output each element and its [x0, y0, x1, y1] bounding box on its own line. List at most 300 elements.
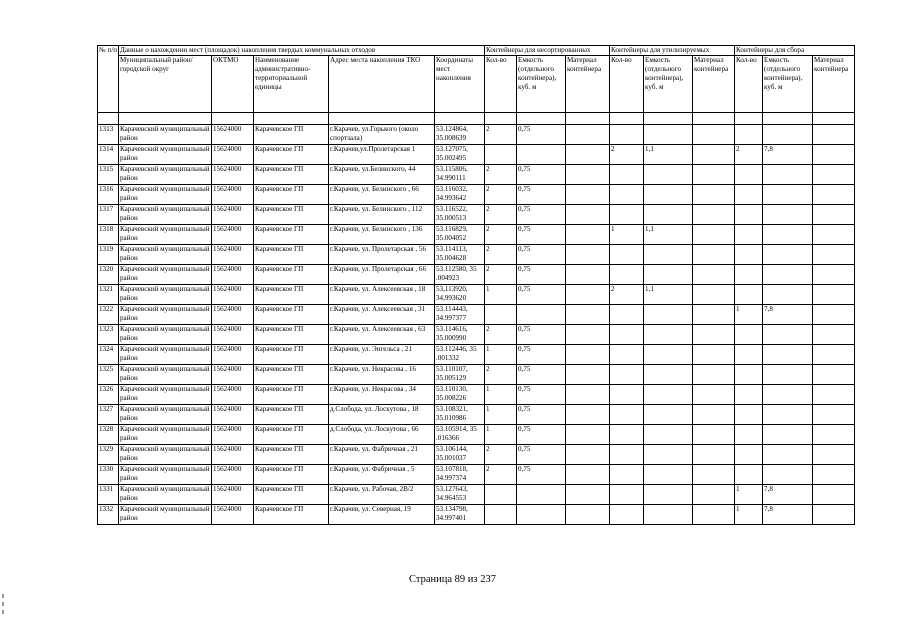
row-recycle-count [610, 425, 644, 445]
header-row-columns [98, 56, 855, 113]
row-recycle-capacity: 1,1 [644, 285, 693, 305]
row-bulky-count [735, 205, 763, 225]
row-bulky-capacity: 7,8 [763, 505, 813, 525]
waste-sites-table [97, 45, 855, 525]
row-bulky-material [813, 445, 855, 465]
row-unsorted-count: 2 [485, 365, 517, 385]
row-unsorted-material [566, 285, 610, 305]
header-data-group: Данные о нахождении мест (площадок) накопления твердых коммунальных отходов [119, 46, 485, 56]
row-bulky-count [735, 165, 763, 185]
row-bulky-capacity: 7,8 [763, 485, 813, 505]
row-address: д.Слобода, ул. Лоскутова , 66 [329, 425, 435, 445]
row-recycle-material [693, 485, 735, 505]
row-unsorted-material [566, 345, 610, 365]
row-bulky-material [813, 505, 855, 525]
row-bulky-capacity [763, 345, 813, 365]
row-unsorted-capacity [517, 305, 566, 325]
row-number: 1318 [98, 225, 119, 245]
row-unsorted-material [566, 225, 610, 245]
row-municipality: Карачевский муниципальный район [119, 345, 212, 365]
row-bulky-material [813, 165, 855, 185]
row-address: г.Карачев, ул. Алексеевская , 31 [329, 305, 435, 325]
row-recycle-count [610, 325, 644, 345]
row-recycle-material [693, 305, 735, 325]
row-municipality: Карачевский муниципальный район [119, 285, 212, 305]
header-unsorted-capacity: Емкость (отдельного контейнера), куб. м [517, 56, 566, 113]
row-recycle-count [610, 385, 644, 405]
row-recycle-material [693, 245, 735, 265]
row-bulky-count [735, 265, 763, 285]
row-oktmo: 15624000 [212, 125, 254, 145]
row-coordinates: 53.116829, 35.004052 [435, 225, 485, 245]
row-unsorted-count: 2 [485, 225, 517, 245]
row-admin-unit: Карачевское ГП [254, 205, 329, 225]
row-unsorted-material [566, 245, 610, 265]
header-group-unsorted: Контейнеры для несортированных [485, 46, 610, 56]
row-oktmo: 15624000 [212, 425, 254, 445]
row-recycle-capacity [644, 505, 693, 525]
row-unsorted-count [485, 485, 517, 505]
row-unsorted-material [566, 125, 610, 145]
row-admin-unit: Карачевское ГП [254, 265, 329, 285]
row-address: г.Карачев, ул. Белинского , 112 [329, 205, 435, 225]
row-admin-unit: Карачевское ГП [254, 245, 329, 265]
row-recycle-capacity [644, 445, 693, 465]
row-recycle-material [693, 425, 735, 445]
row-unsorted-count: 2 [485, 205, 517, 225]
row-bulky-capacity [763, 325, 813, 345]
row-recycle-count: 1 [610, 225, 644, 245]
row-bulky-capacity [763, 405, 813, 425]
row-oktmo: 15624000 [212, 465, 254, 485]
row-recycle-capacity: 1,1 [644, 225, 693, 245]
row-recycle-capacity [644, 185, 693, 205]
row-coordinates: 53.114113, 35.004628 [435, 245, 485, 265]
header-group-recycle: Контейнеры для утилизируемых [610, 46, 735, 56]
header-address: Адрес места накопления ТКО [329, 56, 435, 113]
row-address: г.Карачев, ул. Энгельса , 21 [329, 345, 435, 365]
row-bulky-material [813, 465, 855, 485]
table-row [98, 225, 855, 245]
row-municipality: Карачевский муниципальный район [119, 245, 212, 265]
table-row [98, 505, 855, 525]
row-recycle-capacity [644, 405, 693, 425]
row-municipality: Карачевский муниципальный район [119, 305, 212, 325]
row-recycle-capacity [644, 385, 693, 405]
row-address: г.Карачев, ул. Алексеевская , 18 [329, 285, 435, 305]
row-bulky-material [813, 285, 855, 305]
row-bulky-count [735, 445, 763, 465]
row-bulky-capacity [763, 445, 813, 465]
row-recycle-capacity [644, 305, 693, 325]
row-recycle-material [693, 365, 735, 385]
row-recycle-material [693, 345, 735, 365]
row-unsorted-material [566, 205, 610, 225]
header-recycle-count: Кол-во [610, 56, 644, 113]
row-unsorted-capacity: 0,75 [517, 325, 566, 345]
row-bulky-capacity [763, 225, 813, 245]
row-municipality: Карачевский муниципальный район [119, 185, 212, 205]
row-municipality: Карачевский муниципальный район [119, 365, 212, 385]
row-bulky-count: 1 [735, 485, 763, 505]
table-row [98, 385, 855, 405]
table-row [98, 285, 855, 305]
row-unsorted-capacity: 0,75 [517, 445, 566, 465]
row-coordinates: 53.108321, 35.010986 [435, 405, 485, 425]
row-number: 1324 [98, 345, 119, 365]
row-recycle-capacity [644, 485, 693, 505]
row-municipality: Карачевский муниципальный район [119, 445, 212, 465]
row-coordinates: 53.110107, 35.005129 [435, 365, 485, 385]
row-oktmo: 15624000 [212, 225, 254, 245]
table-row [98, 305, 855, 325]
row-oktmo: 15624000 [212, 445, 254, 465]
row-address: г.Карачев, ул. Некрасова , 34 [329, 385, 435, 405]
row-unsorted-capacity: 0,75 [517, 245, 566, 265]
row-municipality: Карачевский муниципальный район [119, 505, 212, 525]
row-bulky-material [813, 305, 855, 325]
row-recycle-count [610, 505, 644, 525]
table-body [98, 113, 855, 525]
row-coordinates: 53.106144, 35.001037 [435, 445, 485, 465]
row-unsorted-count: 1 [485, 425, 517, 445]
row-bulky-material [813, 145, 855, 165]
row-recycle-capacity [644, 425, 693, 445]
row-oktmo: 15624000 [212, 385, 254, 405]
row-bulky-material [813, 405, 855, 425]
row-bulky-count [735, 405, 763, 425]
row-admin-unit: Карачевское ГП [254, 185, 329, 205]
row-oktmo: 15624000 [212, 305, 254, 325]
row-recycle-material [693, 405, 735, 425]
row-unsorted-capacity: 0,75 [517, 265, 566, 285]
row-oktmo: 15624000 [212, 405, 254, 425]
row-recycle-capacity [644, 365, 693, 385]
row-unsorted-count [485, 145, 517, 165]
row-unsorted-capacity: 0,75 [517, 425, 566, 445]
row-admin-unit: Карачевское ГП [254, 345, 329, 365]
row-bulky-material [813, 425, 855, 445]
row-recycle-capacity [644, 345, 693, 365]
row-address: г.Карачев,ул.Пролетарская 1 [329, 145, 435, 165]
row-unsorted-material [566, 365, 610, 385]
row-unsorted-capacity: 0,75 [517, 365, 566, 385]
row-recycle-capacity [644, 125, 693, 145]
margin-mark [2, 602, 4, 606]
row-recycle-count [610, 365, 644, 385]
row-address: г.Карачев, ул.Горького (около спортзала) [329, 125, 435, 145]
header-coords: Координаты мест накопления [435, 56, 485, 113]
row-recycle-material [693, 445, 735, 465]
row-municipality: Карачевский муниципальный район [119, 225, 212, 245]
row-unsorted-count: 2 [485, 465, 517, 485]
row-oktmo: 15624000 [212, 505, 254, 525]
row-bulky-capacity [763, 365, 813, 385]
row-number: 1322 [98, 305, 119, 325]
row-coordinates: 53.112446, 35 .001332 [435, 345, 485, 365]
header-municipality: Муниципальный район/городской округ [119, 56, 212, 113]
row-oktmo: 15624000 [212, 285, 254, 305]
row-bulky-material [813, 365, 855, 385]
margin-mark [2, 594, 4, 598]
row-bulky-material [813, 185, 855, 205]
row-municipality: Карачевский муниципальный район [119, 385, 212, 405]
row-recycle-count [610, 265, 644, 285]
row-bulky-capacity [763, 425, 813, 445]
row-unsorted-count [485, 305, 517, 325]
row-coordinates: 53.107818, 34.997374 [435, 465, 485, 485]
row-address: г.Карачев, ул. Пролетарская , 66 [329, 265, 435, 285]
row-admin-unit: Карачевское ГП [254, 485, 329, 505]
row-recycle-capacity [644, 245, 693, 265]
row-recycle-material [693, 505, 735, 525]
row-bulky-count [735, 285, 763, 305]
table-row [98, 345, 855, 365]
row-number: 1326 [98, 385, 119, 405]
row-number: 1325 [98, 365, 119, 385]
row-bulky-count [735, 225, 763, 245]
row-recycle-material [693, 285, 735, 305]
row-admin-unit: Карачевское ГП [254, 365, 329, 385]
row-recycle-count [610, 345, 644, 365]
row-coordinates: 53.127643, 34.964553 [435, 485, 485, 505]
row-bulky-count [735, 385, 763, 405]
row-recycle-count [610, 305, 644, 325]
row-recycle-capacity [644, 165, 693, 185]
row-recycle-count: 2 [610, 145, 644, 165]
row-bulky-material [813, 265, 855, 285]
row-unsorted-capacity: 0,75 [517, 285, 566, 305]
row-address: г.Карачев, ул. Белинского , 66 [329, 185, 435, 205]
row-unsorted-capacity: 0,75 [517, 205, 566, 225]
row-unsorted-count [485, 505, 517, 525]
header-unsorted-count: Кол-во [485, 56, 517, 113]
row-unsorted-capacity: 0,75 [517, 165, 566, 185]
table-row [98, 325, 855, 345]
row-unsorted-capacity: 0,75 [517, 385, 566, 405]
row-coordinates: 53.115806, 34.990111 [435, 165, 485, 185]
row-municipality: Карачевский муниципальный район [119, 405, 212, 425]
row-recycle-material [693, 465, 735, 485]
row-unsorted-material [566, 305, 610, 325]
row-recycle-material [693, 185, 735, 205]
row-bulky-capacity: 7,8 [763, 305, 813, 325]
table-row [98, 405, 855, 425]
row-number: 1323 [98, 325, 119, 345]
row-bulky-count [735, 325, 763, 345]
table-row [98, 145, 855, 165]
table-row [98, 245, 855, 265]
row-municipality: Карачевский муниципальный район [119, 265, 212, 285]
row-unsorted-count: 2 [485, 445, 517, 465]
row-recycle-count [610, 205, 644, 225]
row-municipality: Карачевский муниципальный район [119, 145, 212, 165]
row-unsorted-material [566, 505, 610, 525]
row-oktmo: 15624000 [212, 265, 254, 285]
header-bulky-count: Кол-во [735, 56, 763, 113]
row-bulky-count: 1 [735, 305, 763, 325]
row-address: г.Карачев, ул. Некрасова , 16 [329, 365, 435, 385]
row-oktmo: 15624000 [212, 145, 254, 165]
row-coordinates: 53.112580, 35 .004923 [435, 265, 485, 285]
row-coordinates: 53.114616, 35.000990 [435, 325, 485, 345]
row-municipality: Карачевский муниципальный район [119, 325, 212, 345]
row-unsorted-count: 1 [485, 285, 517, 305]
row-admin-unit: Карачевское ГП [254, 445, 329, 465]
row-admin-unit: Карачевское ГП [254, 305, 329, 325]
row-oktmo: 15624000 [212, 205, 254, 225]
row-municipality: Карачевский муниципальный район [119, 425, 212, 445]
row-admin-unit: Карачевское ГП [254, 385, 329, 405]
row-unsorted-count: 2 [485, 325, 517, 345]
row-unsorted-material [566, 385, 610, 405]
table-row [98, 265, 855, 285]
row-bulky-capacity [763, 245, 813, 265]
row-recycle-capacity: 1,1 [644, 145, 693, 165]
row-recycle-count: 2 [610, 285, 644, 305]
row-unsorted-material [566, 145, 610, 165]
row-number: 1327 [98, 405, 119, 425]
row-bulky-count: 2 [735, 145, 763, 165]
row-unsorted-count: 2 [485, 265, 517, 285]
row-unsorted-material [566, 325, 610, 345]
row-bulky-capacity [763, 285, 813, 305]
row-admin-unit: Карачевское ГП [254, 165, 329, 185]
table-row [98, 205, 855, 225]
row-recycle-count [610, 125, 644, 145]
row-recycle-count [610, 445, 644, 465]
row-number: 1332 [98, 505, 119, 525]
row-bulky-capacity [763, 265, 813, 285]
row-bulky-material [813, 325, 855, 345]
row-bulky-capacity [763, 465, 813, 485]
row-municipality: Карачевский муниципальный район [119, 165, 212, 185]
row-address: г.Карачев, ул. Фабричная , 21 [329, 445, 435, 465]
row-unsorted-capacity: 0,75 [517, 185, 566, 205]
header-recycle-capacity: Емкость (отдельного контейнера), куб. м [644, 56, 693, 113]
row-coordinates: 53.124864, 35.008639 [435, 125, 485, 145]
row-recycle-material [693, 325, 735, 345]
row-bulky-count [735, 345, 763, 365]
header-group-bulky: Контейнеры для сбора [735, 46, 855, 56]
row-bulky-count [735, 365, 763, 385]
table-row [98, 165, 855, 185]
row-bulky-capacity: 7,8 [763, 145, 813, 165]
row-bulky-material [813, 225, 855, 245]
row-municipality: Карачевский муниципальный район [119, 205, 212, 225]
row-bulky-count [735, 185, 763, 205]
table-row [98, 445, 855, 465]
row-coordinates: 53.105914, 35 .016366 [435, 425, 485, 445]
row-address: г.Карачев, ул. Фабричная , 5 [329, 465, 435, 485]
row-oktmo: 15624000 [212, 185, 254, 205]
row-address: г.Карачев, ул. Рабочая, 2В/2 [329, 485, 435, 505]
table-row [98, 185, 855, 205]
row-bulky-material [813, 385, 855, 405]
row-address: г.Карачев, ул.Белинского, 44 [329, 165, 435, 185]
row-unsorted-material [566, 425, 610, 445]
row-unsorted-capacity: 0,75 [517, 465, 566, 485]
row-unsorted-material [566, 265, 610, 285]
row-oktmo: 15624000 [212, 245, 254, 265]
row-unsorted-count: 2 [485, 125, 517, 145]
row-unsorted-capacity [517, 505, 566, 525]
row-recycle-capacity [644, 465, 693, 485]
row-recycle-material [693, 225, 735, 245]
row-recycle-material [693, 165, 735, 185]
row-unsorted-material [566, 165, 610, 185]
row-oktmo: 15624000 [212, 365, 254, 385]
row-number: 1313 [98, 125, 119, 145]
header-admin-unit: Наименование административно-территориальной единицы [254, 56, 329, 113]
row-admin-unit: Карачевское ГП [254, 465, 329, 485]
row-bulky-count [735, 425, 763, 445]
row-number: 1330 [98, 465, 119, 485]
row-oktmo: 15624000 [212, 345, 254, 365]
row-admin-unit: Карачевское ГП [254, 405, 329, 425]
row-recycle-material [693, 145, 735, 165]
table-row [98, 425, 855, 445]
row-recycle-count [610, 165, 644, 185]
row-recycle-material [693, 265, 735, 285]
row-recycle-count [610, 485, 644, 505]
row-unsorted-capacity: 0,75 [517, 125, 566, 145]
row-unsorted-capacity [517, 485, 566, 505]
row-unsorted-count: 2 [485, 185, 517, 205]
row-address: г.Карачев, ул. Белинского , 136 [329, 225, 435, 245]
row-municipality: Карачевский муниципальный район [119, 485, 212, 505]
row-recycle-material [693, 385, 735, 405]
row-bulky-material [813, 125, 855, 145]
row-bulky-capacity [763, 205, 813, 225]
row-recycle-capacity [644, 205, 693, 225]
row-number: 1317 [98, 205, 119, 225]
row-bulky-material [813, 245, 855, 265]
row-unsorted-capacity [517, 145, 566, 165]
row-oktmo: 15624000 [212, 325, 254, 345]
header-num: № п/п [98, 46, 119, 113]
spacer-row [98, 113, 855, 125]
table-row [98, 125, 855, 145]
table-row [98, 465, 855, 485]
row-admin-unit: Карачевское ГП [254, 505, 329, 525]
row-unsorted-capacity: 0,75 [517, 345, 566, 365]
row-coordinates: 53.116522, 35.000513 [435, 205, 485, 225]
row-municipality: Карачевский муниципальный район [119, 125, 212, 145]
row-number: 1315 [98, 165, 119, 185]
row-recycle-count [610, 465, 644, 485]
page-number: Страница 89 из 237 [409, 574, 496, 585]
row-unsorted-count: 2 [485, 165, 517, 185]
row-number: 1331 [98, 485, 119, 505]
row-recycle-material [693, 125, 735, 145]
row-unsorted-count: 2 [485, 245, 517, 265]
row-recycle-material [693, 205, 735, 225]
row-recycle-count [610, 185, 644, 205]
row-unsorted-count: 1 [485, 405, 517, 425]
table-row [98, 485, 855, 505]
row-number: 1329 [98, 445, 119, 465]
row-unsorted-material [566, 185, 610, 205]
row-number: 1319 [98, 245, 119, 265]
header-bulky-material: Материал контейнера [813, 56, 855, 113]
row-unsorted-count: 1 [485, 345, 517, 365]
row-number: 1328 [98, 425, 119, 445]
row-address: г.Карачев, ул. Алексеевская , 63 [329, 325, 435, 345]
table-row [98, 365, 855, 385]
row-address: д.Слобода, ул. Лоскутова , 18 [329, 405, 435, 425]
row-bulky-capacity [763, 185, 813, 205]
